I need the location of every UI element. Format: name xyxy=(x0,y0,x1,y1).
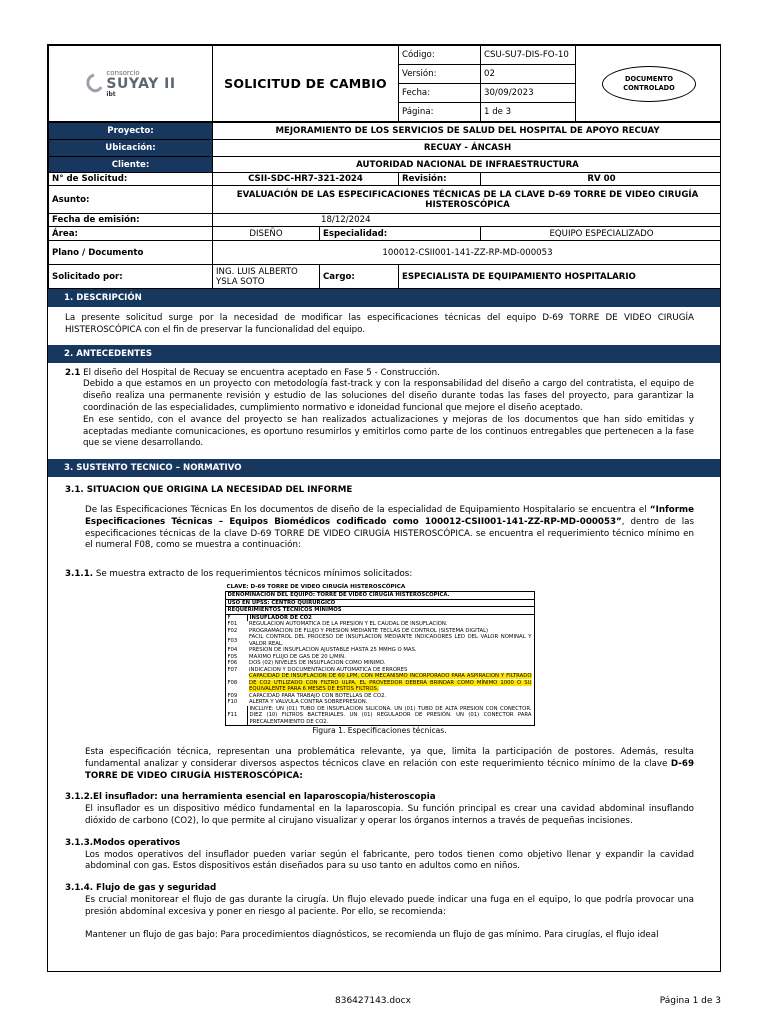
figure-item-text: CAPACIDAD PARA TRABAJO CON BOTELLAS DE CO2. xyxy=(247,693,534,700)
figure-item-code: F xyxy=(225,614,247,621)
figure-item-text: PROGRAMACIÓN DE FLUJO Y PRESIÓN MEDIANTE TECLAS DE CONTROL (SISTEMA DIGITAL) xyxy=(247,628,534,635)
fecha-label: Fecha: xyxy=(399,84,481,103)
figure-item-code: F08 xyxy=(225,673,247,693)
figure-item-code: F02 xyxy=(225,628,247,635)
section-2-p2: En ese sentido, con el avance del proyecto se han realizados actualizaciones y mejoras de los documentos que han sido emitidas y aceptadas mediante comunicaciones, es oportuno resumirlos y emitirlos como parte de los continuos entregables que pertenecen a la fase que se viene desarrollando. xyxy=(83,414,694,449)
header-table xyxy=(48,45,721,122)
fecha-emision-label: Fecha de emisión: xyxy=(49,214,213,227)
section-314-title: 3.1.4. Flujo de gas y seguridad xyxy=(65,883,217,894)
section-311-num: 3.1.1. xyxy=(65,569,94,580)
proyecto-value: MEJORAMIENTO DE LOS SERVICIOS DE SALUD DEL HOSPITAL DE APOYO RECUAY xyxy=(213,123,722,140)
figure-item-text-highlighted: CAPACIDAD DE INSUFLACIÓN DE 60 LPM, CON MECANISMO INCORPORADO PARA ASPIRACIÓN Y FILTRADO DE CO2 UTILIZADO CON FILTRO ULPA, EL PROVEEDOR DEBERÁ BRINDAR COMO MÍNIMO 1000 O SU EQUIVALENTE PARA 6 MESES DE ESTOS FILTROS. xyxy=(249,673,532,693)
logo-swirl-icon xyxy=(85,73,103,95)
figure-item-code: F06 xyxy=(225,660,247,667)
footer-page-number: Página 1 de 3 xyxy=(659,996,721,1006)
nsol-value: CSII-SDC-HR7-321-2024 xyxy=(213,173,399,186)
version-value: 02 xyxy=(481,65,576,84)
section-31-text-a: De las Especificaciones Técnicas En los documentos de diseño de la especialidad de Equipamiento Hospitalario se encuentra el xyxy=(85,504,650,515)
section-31-text-c: , dentro de las especificaciones técnicas de la clave D-69 TORRE DE VIDEO CIRUGÍA HISTEROSCÓPICA. se encuentra el requerimiento técnico mínimo en el numeral F08, como se muestra a continuación: xyxy=(85,516,695,551)
cargo-label: Cargo: xyxy=(320,265,399,289)
figure-item-code: F03 xyxy=(225,634,247,647)
figure-item-code: F11 xyxy=(225,706,247,726)
figure-item-text: MÁXIMO FLUJO DE GAS DE 20 L/MIN. xyxy=(247,654,534,661)
section-314-text: Es crucial monitorear el flujo de gas durante la cirugía. Un flujo elevado puede indicar una fuga en el equipo, lo que podría provocar una presión abdominal excesiva y poner en riesgo al paciente. Por ello, se recomienda: xyxy=(85,894,694,917)
pagina-value: 1 de 3 xyxy=(481,103,576,122)
revision-value: RV 00 xyxy=(481,173,722,186)
section-31-title: 3.1. SITUACION QUE ORIGINA LA NECESIDAD DEL INFORME xyxy=(65,485,353,496)
page-title: SOLICITUD DE CAMBIO xyxy=(213,46,399,122)
pagina-label: Página: xyxy=(399,103,481,122)
especialidad-label: Especialidad: xyxy=(320,227,481,241)
figure-item-code: F01 xyxy=(225,621,247,628)
solicitado-label: Solicitado por: xyxy=(49,265,213,289)
section-311-text: Se muestra extracto de los requerimientos técnicos mínimos solicitados: xyxy=(95,569,413,580)
section-2-p1: Debido a que estamos en un proyecto con metodología fast-track y con la responsabilidad del diseño a cargo del contratista, el equipo de diseño realiza una permanente revisión y estudio de las soluciones del diseño durante todas las fases del proyecto, para garantizar la coordinación de las especialidades, cumplimiento normativo e idoneidad funcional que mejore el diseño aceptado. xyxy=(83,379,694,413)
figure-item-text: REGULACIÓN AUTOMÁTICA DE LA PRESIÓN Y EL CAUDAL DE INSUFLACIÓN. xyxy=(247,621,534,628)
cliente-label: Cliente: xyxy=(49,157,213,173)
section-1-text: La presente solicitud surge por la necesidad de modificar las especificaciones técnicas del equipo D-69 TORRE DE VIDEO CIRUGÍA HISTEROSCÓPICA con el fin de preservar la funcionalidad del equipo. xyxy=(65,313,694,335)
document-page xyxy=(47,44,721,972)
area-label: Área: xyxy=(49,227,213,241)
figure-item-text: INCLUYE: UN (01) TUBO DE INSUFLACIÓN SILICONA. UN (01) TUBO DE ALTA PRESIÓN CON CONECTOR. DIEZ (10) FILTROS BACTERIALES. UN (01) REGULADOR DE PRESIÓN. UN (01) CONECTOR PARA PRECALENTAMIENTO DE CO2. xyxy=(247,706,534,726)
section-2-title: 2. ANTECEDENTES xyxy=(48,345,720,363)
cargo-value: ESPECIALISTA DE EQUIPAMIENTO HOSPITALARIO xyxy=(399,265,722,289)
info-table xyxy=(48,122,721,289)
section-312-title: 3.1.2.El insuflador: una herramienta esencial en laparoscopia/histeroscopia xyxy=(65,792,436,803)
revision-label: Revisión: xyxy=(399,173,481,186)
figure-item-text: INSUFLADOR DE CO2 xyxy=(247,614,534,621)
section-312-text: El insuflador es un dispositivo médico fundamental en la laparoscopia. Su función principal es crear una cavidad abdominal insuflando dióxido de carbono (CO2), lo que permite al cirujano visualizar y operar los órganos internos a través de pequeñas incisiones. xyxy=(85,804,694,826)
proyecto-label: Proyecto: xyxy=(49,123,213,140)
figure-item-code: F04 xyxy=(225,647,247,654)
figure-caption: Figura 1. Especificaciones técnicas. xyxy=(312,726,447,736)
section-31-after-a: Esta especificación técnica, representan una problemática relevante, ya que, limita la participación de postores. Además, resulta fundamental analizar y considerar diversos aspectos técnicos clave en relación con este requerimiento técnico mínimo de la clave xyxy=(85,746,694,769)
ubicacion-label: Ubicación: xyxy=(49,140,213,157)
figure-item-code: F05 xyxy=(225,654,247,661)
codigo-value: CSU-SU7-DIS-FO-10 xyxy=(481,46,576,65)
plano-value: 100012-CSII001-141-ZZ-RP-MD-000053 xyxy=(213,241,722,265)
codigo-label: Código: xyxy=(399,46,481,65)
nsol-label: N° de Solicitud: xyxy=(49,173,213,186)
section-2-num: 2.1 xyxy=(65,367,81,378)
company-logo xyxy=(49,46,213,122)
asunto-value: EVALUACIÓN DE LAS ESPECIFICACIONES TÉCNICAS DE LA CLAVE D-69 TORRE DE VIDEO CIRUGÍA HISTEROSCÓPICA xyxy=(213,186,722,214)
section-31-text-b: “Informe Especificaciones Técnicas – Equipos Biomédicos codificado como 100012-CSII001-141-ZZ-RP-MD-000053” xyxy=(85,504,694,527)
figure-item-text: INDICACIÓN Y DOCUMENTACIÓN AUTOMÁTICA DE ERRORES xyxy=(247,667,534,674)
version-label: Versión: xyxy=(399,65,481,84)
section-3-title: 3. SUSTENTO TECNICO – NORMATIVO xyxy=(48,459,720,477)
asunto-label: Asunto: xyxy=(49,186,213,214)
logo-line2: SUYAY II xyxy=(106,76,176,92)
section-31-after-b: D-69 TORRE DE VIDEO CIRUGÍA HISTEROSCÓPICA: xyxy=(85,758,694,781)
fecha-value: 30/09/2023 xyxy=(481,84,576,103)
figure-item-code: F09 xyxy=(225,693,247,700)
logo-line1: consorcio xyxy=(106,69,140,77)
controlled-stamp: DOCUMENTO CONTROLADO xyxy=(602,66,696,102)
figure-item-text: DOS (02) NIVELES DE INSUFLACIÓN COMO MÍNIMO. xyxy=(247,660,534,667)
section-1-title: 1. DESCRIPCIÓN xyxy=(48,289,720,307)
ubicacion-value: RECUAY - ÁNCASH xyxy=(213,140,722,157)
solicitado-value: ING. LUIS ALBERTO YSLA SOTO xyxy=(213,265,320,289)
figure-item-text: FÁCIL CONTROL DEL PROCESO DE INSUFLACIÓN MEDIANTE INDICADORES LED DEL VALOR NOMINAL Y VALOR REAL. xyxy=(247,634,534,647)
figure-item-text: ALERTA Y VÁLVULA CONTRA SOBREPRESIÓN. xyxy=(247,699,534,706)
section-2-line1: El diseño del Hospital de Recuay se encuentra aceptado en Fase 5 - Construcción. xyxy=(83,367,440,378)
figure-row3: REQUERIMIENTOS TÉCNICOS MÍNIMOS xyxy=(225,607,534,615)
plano-label: Plano / Documento xyxy=(49,241,213,265)
figure-row1: DENOMINACIÓN DEL EQUIPO: TORRE DE VIDEO CIRUGÍA HISTEROSCÓPICA. xyxy=(225,592,534,600)
figure-row2: USO EN UPSS: CENTRO QUIRÚRGICO xyxy=(225,599,534,607)
logo-line3: ibt xyxy=(106,91,116,98)
cliente-value: AUTORIDAD NACIONAL DE INFRAESTRUCTURA xyxy=(213,157,722,173)
figure-item-code: F10 xyxy=(225,699,247,706)
area-value: DISEÑO xyxy=(213,227,320,241)
section-313-title: 3.1.3.Modos operativos xyxy=(65,837,181,848)
footer-filename: 836427143.docx xyxy=(335,996,411,1006)
figure-item-text: PRESIÓN DE INSUFLACIÓN AJUSTABLE HASTA 25 MMHG O MÁS. xyxy=(247,647,534,654)
fecha-emision-value: 18/12/2024 xyxy=(213,214,722,227)
section-314-text2: Mantener un flujo de gas bajo: Para procedimientos diagnósticos, se recomienda un flujo de gas mínimo. Para cirugías, el flujo ideal xyxy=(85,929,659,940)
section-313-text: Los modos operativos del insuflador pueden variar según el fabricante, pero todos tienen como objetivo llenar y expandir la cavidad abdominal con gas. Estos dispositivos están diseñados para su uso tanto en adultos como en niños. xyxy=(85,849,694,872)
figure-title: CLAVE: D-69 TORRE DE VIDEO CIRUGÍA HISTEROSCÓPICA xyxy=(226,583,406,590)
figure-item-code: F07 xyxy=(225,667,247,674)
spec-figure xyxy=(225,583,535,735)
especialidad-value: EQUIPO ESPECIALIZADO xyxy=(481,227,722,241)
